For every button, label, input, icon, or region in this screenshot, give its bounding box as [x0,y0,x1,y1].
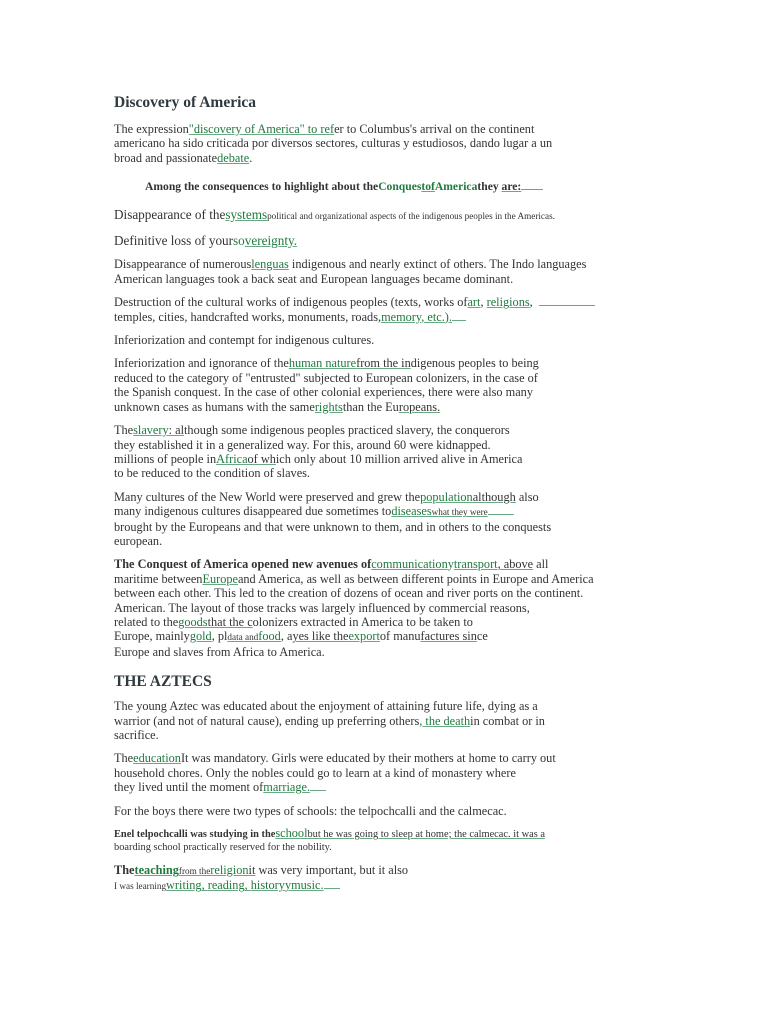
text: the Spanish conquest. In the case of other colonial experiences, there were also many [114,385,533,400]
consequence-systems [114,207,659,224]
text: they [477,180,502,194]
link-the-death[interactable]: the death [425,713,471,728]
consequence-contempt: Inferiorization and contempt for indigenous cultures. [114,333,375,348]
text: though some indigenous peoples practiced slavery, the conquerors [184,423,510,438]
text: americano ha sido criticada por diversos sectores, culturas y estudiosos, dando lugar a un [114,136,553,151]
link-music[interactable]: music [291,878,321,893]
text: european. [114,533,163,548]
link-america[interactable]: America [434,180,478,194]
aztecs-telpochcalli-paragraph [114,827,659,854]
text: of manu [379,629,421,644]
consequences-heading [114,179,659,194]
aztecs-heading: THE AZTECS [114,673,212,691]
link-conquest[interactable]: Conques [378,180,422,194]
link-reading[interactable]: reading [207,878,245,893]
text: The young Aztec was educated about the enjoyment of attaining future life, dying as a [114,699,538,714]
text: , [201,878,208,893]
aztecs-teaching-paragraph [114,863,659,894]
text: , [419,713,426,728]
text: Definitive loss of your [114,233,234,249]
link-human-nature[interactable]: human nature [288,356,357,371]
text: but he was going to sleep at home; the calmecac. it was a [307,829,545,841]
text: between each other. This led to the creation of dozens of ocean and river ports on the continent. [114,586,584,601]
text: from the [178,866,211,877]
text: I was learning [114,881,167,892]
text: Many cultures of the New World were preserved and grew the [114,489,421,504]
text: what they were [431,507,488,518]
blank-line [324,878,340,889]
link-education[interactable]: education [133,751,181,766]
intro-paragraph [114,122,659,165]
text: Among the consequences to highlight about the [145,180,379,194]
consequence-inferiorization [114,356,659,414]
blank-line [521,179,543,190]
text: political and organizational aspects of the indigenous peoples in the Americas. [267,210,555,221]
text: The [114,423,134,438]
text: . [249,150,253,165]
text: olonizers extracted in America to be taken to [252,614,473,629]
text: many indigenous cultures disappeared due sometimes to [114,504,392,519]
text: are: [501,180,522,194]
aztecs-education-paragraph [114,751,659,794]
text: that the c [207,614,253,629]
text: , [529,295,533,310]
text: data and [227,632,259,643]
link-communication[interactable]: communication [371,557,448,572]
text: to be reduced to the condition of slaves. [114,466,311,481]
link-population[interactable]: population [420,489,473,504]
link-goods[interactable]: goods [178,614,208,629]
text: factures sin [420,629,477,644]
text: er to Columbus's arrival on the continent [334,122,535,136]
text: , pl [211,629,228,644]
link-sovereignty[interactable]: so [233,233,245,249]
text: millions of people in [114,451,217,466]
text: Destruction of the cultural works of indigenous peoples (texts, works of [114,295,468,310]
text: The [114,863,135,878]
text: in combat or in [470,713,545,728]
text: yes like the [292,629,349,644]
link-history[interactable]: history [250,878,285,893]
link-art[interactable]: art [467,295,481,310]
link-debate[interactable]: debate [217,150,250,165]
text: it [248,863,256,878]
text: Inferiorization and ignorance of the [114,356,289,371]
text: maritime between [114,571,203,586]
link-export[interactable]: export [348,629,380,644]
link-teaching[interactable]: teaching [134,863,179,878]
text: broad and passionate [114,150,218,165]
text: , [244,878,251,893]
text: The [114,751,134,766]
link-memory[interactable]: memory [381,309,422,324]
consequence-population [114,490,659,549]
text: American. The layout of those tracks was largely influenced by commercial reasons, [114,600,530,615]
link-school[interactable]: school [275,826,308,841]
aztecs-afterlife-paragraph [114,699,659,742]
text: sacrifice. [114,728,159,742]
link-slavery[interactable]: slavery [133,423,169,438]
link-religions[interactable]: religions [486,295,530,310]
text: they lived until the moment of [114,780,264,795]
text: , above [497,557,534,572]
text: reduced to the category of "entrusted" subjected to European colonizers, in the case of [114,370,538,385]
consequence-cultural-works [114,295,659,324]
text: brought by the Europeans and that were unknown to them, and in others to the conquests [114,519,552,534]
text: , etc.). [421,309,452,324]
link-gold[interactable]: gold [189,629,212,644]
text: they established it in a generalized way. For this, around 60 were kidnapped. [114,437,491,452]
text: boarding school practically reserved for the nobility. [114,842,332,854]
text: than the Eu [342,399,399,414]
text: also [515,489,539,504]
link-lenguas[interactable]: lenguas [251,257,289,272]
text: was very important, but it also [255,863,409,878]
text: warrior (and not of natural cause), ending up preferring others [114,713,420,728]
text: The expression [114,122,189,136]
link-food[interactable]: food [258,629,281,644]
text: related to the [114,614,179,629]
text: American languages took a back seat and European languages became dominant. [114,271,514,286]
text: Enel telpochcalli was studying in the [114,829,276,841]
text: unknown cases as humans with the same [114,399,315,414]
text: , [480,295,487,310]
blank-line [310,780,326,791]
text: from the in [356,356,411,371]
text: although [472,489,516,504]
text: : al [168,423,185,438]
text: indigenous and nearly extinct of others. The Indo languages [288,257,587,272]
aztecs-schools-paragraph: For the boys there were two types of schools: the telpochcalli and the calmecac. [114,803,507,818]
consequence-languages [114,257,659,286]
text: Disappearance of the [114,206,226,222]
text: Europe and slaves from Africa to America. [114,644,325,659]
text: ce [476,629,488,644]
document-page [114,94,659,903]
page-title: Discovery of America [114,94,257,111]
text: The Conquest of America opened new avenues of [114,557,372,572]
link-conquest-of[interactable]: tof [421,180,435,194]
text: . [320,878,324,893]
consequence-slavery [114,423,659,481]
conquest-communication-paragraph [114,557,674,659]
text: y [284,878,292,893]
text: Europe, mainly [114,629,190,644]
blank-line [488,504,514,515]
link-religion[interactable]: religion [210,863,249,878]
link-africa[interactable]: Africa [216,451,248,466]
text: and America, as well as between different points in Europe and America [237,571,594,586]
link-rights[interactable]: rights [314,399,343,414]
blank-line [452,310,466,321]
text: y [447,557,454,572]
text: , a [280,629,293,644]
text: digenous peoples to being [410,356,539,371]
text: temples, cities, handcrafted works, monuments, roads, [114,309,382,324]
link-diseases[interactable]: diseases [391,504,432,519]
link-sovereignty[interactable]: vereignty. [244,233,298,249]
text: of wh [247,451,276,466]
text: household chores. Only the nobles could go to learn at a kind of monastery where [114,765,516,780]
consequence-sovereignty [114,233,659,248]
link-systems[interactable]: systems [225,206,268,222]
blank-line [539,295,595,306]
link-marriage[interactable]: marriage. [263,780,311,795]
text: ich only about 10 million arrived alive in America [275,451,523,466]
link-europe[interactable]: Europe [202,571,238,586]
text: Disappearance of numerous [114,257,252,272]
link-discovery-of-america[interactable]: "discovery of America" to ref [188,122,335,136]
link-transport[interactable]: transport [453,557,498,572]
text: It was mandatory. Girls were educated by their mothers at home to carry out [180,751,556,766]
link-writing[interactable]: writing [166,878,202,893]
text: all [533,557,549,572]
text: ropeans. [398,399,441,414]
